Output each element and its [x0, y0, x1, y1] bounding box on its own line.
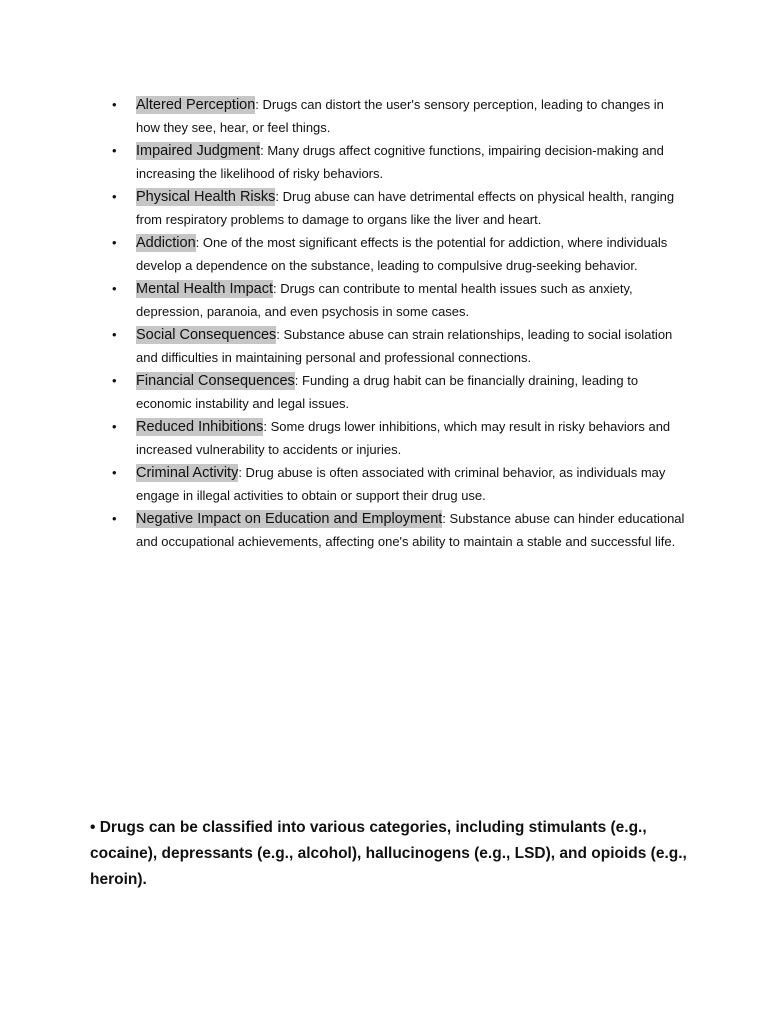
- list-item: [110, 508, 685, 553]
- term-highlight: Impaired Judgment: [136, 143, 261, 159]
- term-description: : Drugs can distort the user's sensory perception, leading to changes in how they see, hear, or feel things.: [136, 97, 664, 135]
- term-description: : Funding a drug habit can be financially draining, leading to economic instability and legal issues.: [136, 373, 639, 411]
- list-item: [110, 370, 685, 415]
- term-highlight: Addiction: [136, 235, 196, 251]
- list-item: [110, 232, 685, 277]
- term-description: : Drugs can contribute to mental health issues such as anxiety, depression, paranoia, and even psychosis in some cases.: [136, 281, 633, 319]
- list-item: [110, 462, 685, 507]
- bullet-icon: •: [112, 235, 117, 250]
- bullet-icon: •: [112, 143, 117, 158]
- bullet-icon: •: [112, 281, 117, 296]
- bullet-icon: •: [112, 97, 117, 112]
- term-description: : One of the most significant effects is the potential for addiction, where individuals develop a dependence on the substance, leading to compulsive drug-seeking behavior.: [136, 235, 668, 273]
- bullet-icon: •: [112, 373, 117, 388]
- term-highlight: Social Consequences: [136, 327, 277, 343]
- bullet-icon: •: [112, 511, 117, 526]
- term-highlight: Mental Health Impact: [136, 281, 274, 297]
- bullet-icon: •: [112, 419, 117, 434]
- term-description: : Substance abuse can strain relationships, leading to social isolation and difficulties in maintaining personal and professional connections.: [136, 327, 673, 365]
- term-description: : Some drugs lower inhibitions, which may result in risky behaviors and increased vulnerability to accidents or injuries.: [136, 419, 671, 457]
- term-description: : Substance abuse can hinder educational and occupational achievements, affecting one's ability to maintain a stable and successful life.: [136, 511, 685, 549]
- term-highlight: Physical Health Risks: [136, 189, 276, 205]
- term-description: : Drug abuse is often associated with criminal behavior, as individuals may engage in illegal activities to obtain or support their drug use.: [136, 465, 666, 503]
- term-highlight: Financial Consequences: [136, 373, 295, 389]
- bullet-icon: •: [112, 327, 117, 342]
- term-description: : Drug abuse can have detrimental effects on physical health, ranging from respiratory problems to damage to organs like the liver and heart.: [136, 189, 675, 227]
- list-item: [110, 278, 685, 323]
- list-item: [110, 94, 685, 139]
- effects-list: [110, 94, 685, 554]
- bullet-icon: •: [112, 465, 117, 480]
- term-highlight: Negative Impact on Education and Employment: [136, 511, 443, 527]
- term-highlight: Altered Perception: [136, 97, 256, 113]
- list-item: [110, 140, 685, 185]
- classification-paragraph: • Drugs can be classified into various categories, including stimulants (e.g., cocaine), depressants (e.g., alcohol), hallucinogens (e.g., LSD), and opioids (e.g., heroin).: [90, 819, 687, 888]
- term-highlight: Reduced Inhibitions: [136, 419, 264, 435]
- list-item: [110, 416, 685, 461]
- term-highlight: Criminal Activity: [136, 465, 239, 481]
- list-item: [110, 324, 685, 369]
- list-item: [110, 186, 685, 231]
- bullet-icon: •: [112, 189, 117, 204]
- term-description: : Many drugs affect cognitive functions, impairing decision-making and increasing the likelihood of risky behaviors.: [136, 143, 664, 181]
